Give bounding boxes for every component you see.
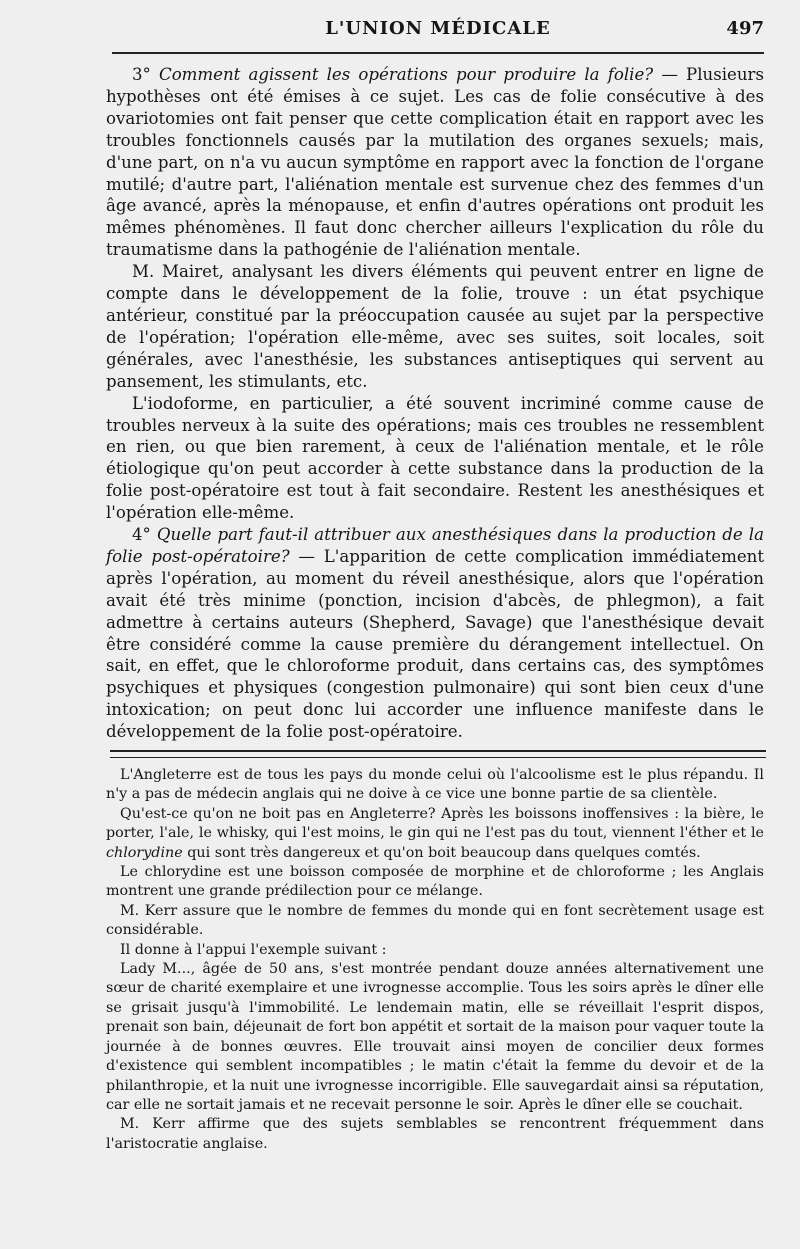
running-title: L'UNION MÉDICALE	[325, 18, 551, 39]
page-number: 497	[726, 18, 764, 39]
note-emphasis: chlorydine	[106, 844, 183, 861]
main-text	[106, 64, 764, 743]
paragraph-text: — Plusieurs hypothèses ont été émises à ce sujet. Les cas de folie consécutive à des ovariotomies ont fait penser que cette complication était en rapport avec les troubles fonctionnels causés par la mutilation des organes sexuels; mais, d'une part, on n'a vu aucun symptôme en rapport avec la fonction de l'organe mutilé; d'autre part, l'aliénation mentale est survenue chez des femmes d'un âge avancé, après la ménopause, et enfin d'autres opérations ont produit les mêmes phénomènes. Il faut donc chercher ailleurs l'explication du rôle du traumatisme dans la pathogénie de l'aliénation mentale.	[106, 65, 764, 260]
note-paragraph: M. Kerr assure que le nombre de femmes du monde qui en font secrètement usage est considérable.	[106, 902, 764, 939]
section-number: 4°	[132, 525, 151, 545]
anecdote-block	[106, 766, 764, 1154]
separator-rule	[110, 750, 766, 758]
section-heading: Quelle part faut-il attribuer aux anesthésiques dans la production de la folie post-opératoire?	[106, 525, 764, 566]
paragraph-question-4	[106, 524, 764, 743]
note-paragraph: L'Angleterre est de tous les pays du monde celui où l'alcoolisme est le plus répandu. Il n'y a pas de médecin anglais qui ne doive à ce vice une bonne partie de sa clientèle.	[106, 767, 764, 803]
note-paragraph: Le chlorydine est une boisson composée de morphine et de chloroforme ; les Anglais montrent une grande prédilection pour ce mélange.	[106, 864, 764, 900]
section-heading: Comment agissent les opérations pour produire la folie?	[159, 65, 654, 84]
section-number: 3°	[132, 65, 151, 84]
paragraph-question-3	[106, 64, 764, 261]
page-header	[112, 18, 764, 44]
note-paragraph	[106, 805, 764, 863]
header-rule	[112, 52, 764, 54]
note-paragraph: Lady M..., âgée de 50 ans, s'est montrée pendant douze années alternativement une sœur de charité exemplaire et une ivrognesse accomplie. Tous les soirs après le dîner elle se grisait jusqu'à l'immobilité. Le lendemain matin, elle se réveillait l'esprit dispos, prenait son bain, déjeunait de fort bon appétit et sortait de la maison pour vaquer toute la journée à de bonnes œuvres. Elle trouvait ainsi moyen de concilier deux formes d'existence qui semblent incompatibles ; le matin c'était la femme du devoir et de la philanthropie, et la nuit une ivrognesse incorrigible. Elle sauvegardait ainsi sa réputation, car elle ne sortait jamais et ne recevait personne le soir. Après le dîner elle se couchait.	[106, 961, 764, 1113]
note-text: qui sont très dangereux et qu'on boit beaucoup dans quelques comtés.	[187, 844, 701, 861]
note-paragraph: Il donne à l'appui l'exemple suivant :	[120, 941, 387, 958]
note-text: Qu'est-ce qu'on ne boit pas en Angleterre? Après les boissons inoffensives : la bière, le porter, l'ale, le whisky, qui l'est moins, le gin qui ne l'est pas du tout, viennent l'éther et le	[106, 805, 764, 842]
note-paragraph: M. Kerr affirme que des sujets semblables se rencontrent fréquemment dans l'aristocratie anglaise.	[106, 1116, 764, 1152]
paragraph-iodoforme: L'iodoforme, en particulier, a été souvent incriminé comme cause de troubles nerveux à la suite des opérations; mais ces troubles ne ressemblent en rien, ou que bien rarement, à ceux de l'aliénation mentale, et le rôle étiologique qu'on peut accorder à cette substance dans la production de la folie post-opératoire est tout à fait secondaire. Restent les anesthésiques et l'opération elle-même.	[106, 393, 764, 523]
paragraph-text: — L'apparition de cette complication immédiatement après l'opération, au moment du réveil anesthésique, alors que l'opération avait été très minime (ponction, incision d'abcès, de phlegmon), a fait admettre à certains auteurs (Shepherd, Savage) que l'anesthésique devait être considéré comme la cause première du dérangement intellectuel. On sait, en effet, que le chloroforme produit, dans certains cas, des symptômes psychiques et physiques (congestion pulmonaire) qui sont bien ceux d'une intoxication; on peut donc lui accorder une influence manifeste dans le développement de la folie post-opératoire.	[106, 546, 764, 742]
paragraph-mairet: M. Mairet, analysant les divers éléments qui peuvent entrer en ligne de compte dans le développement de la folie, trouve : un état psychique antérieur, constitué par la préoccupation causée au sujet par la perspective de l'opération; l'opération elle-même, avec ses suites, soit locales, soit générales, avec l'anesthésie, les substances antiseptiques qui servent au pansement, les stimulants, etc.	[106, 262, 764, 391]
